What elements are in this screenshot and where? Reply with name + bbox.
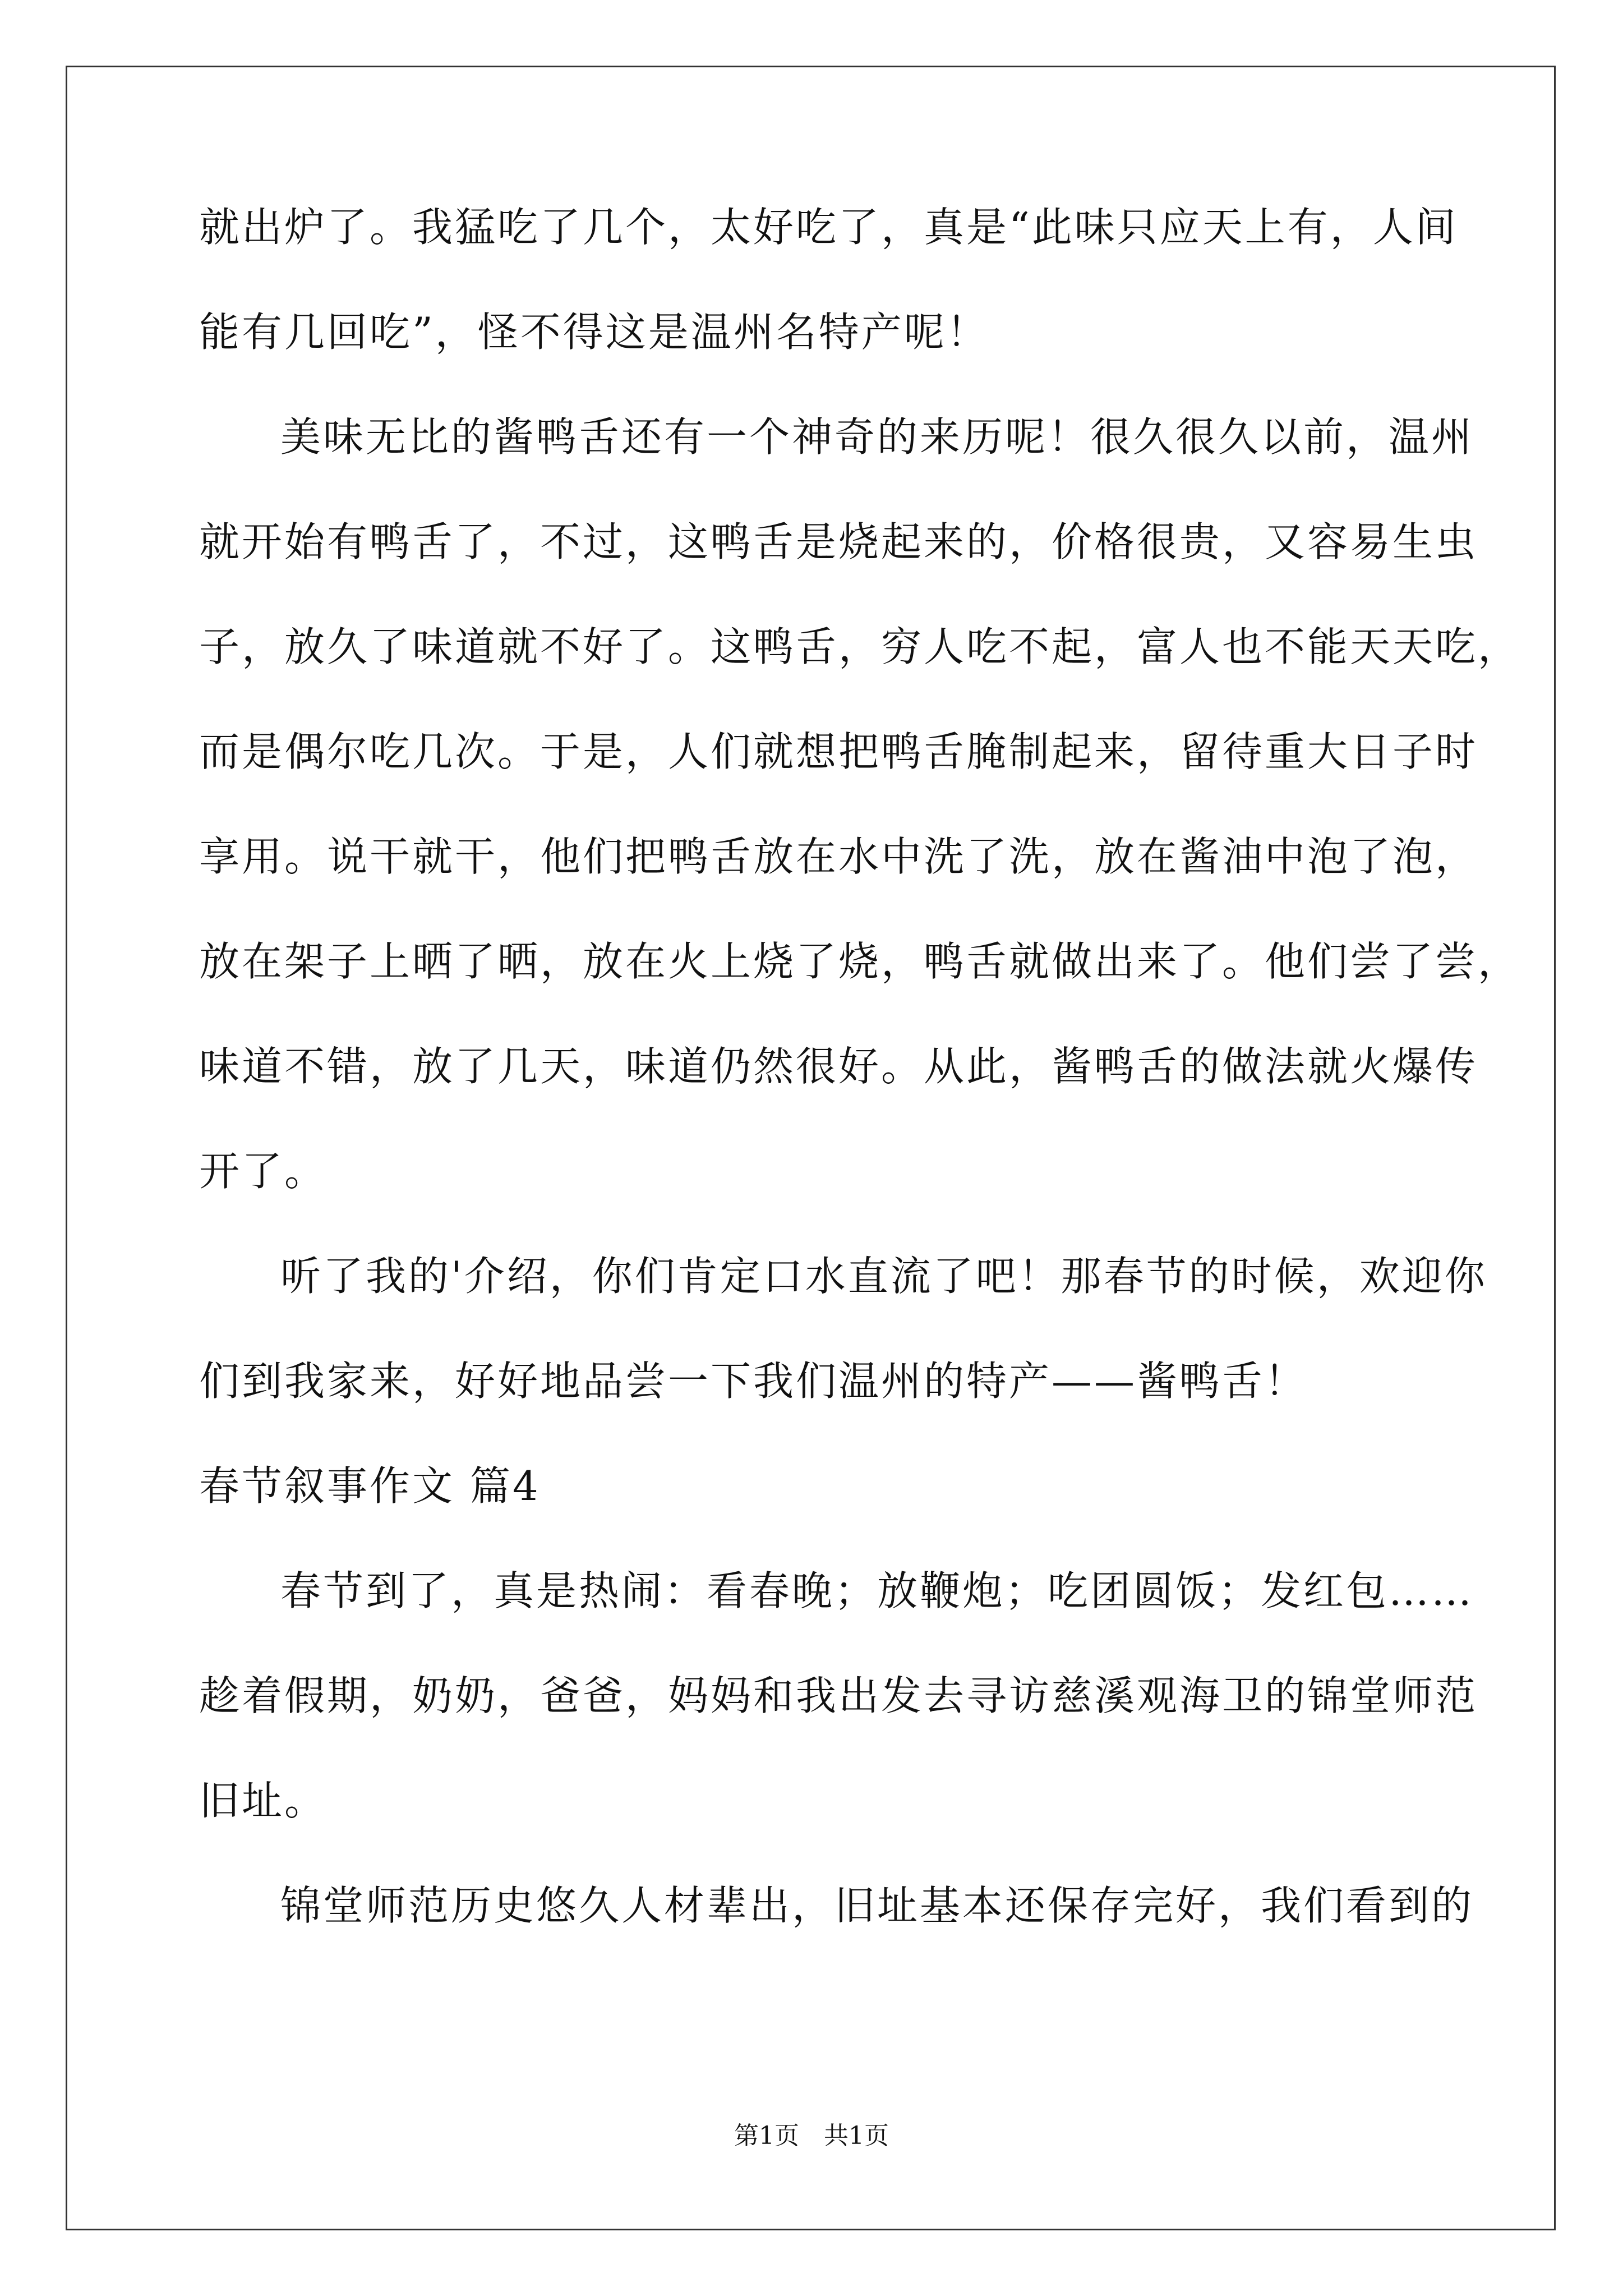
- text-line: 锦堂师范历史悠久人材辈出，旧址基本还保存完好，我们看到的: [280, 1882, 1474, 1929]
- text-line: 开了。: [199, 1148, 328, 1195]
- text-line: 而是偶尔吃几次。于是，人们就想把鸭舌腌制起来，留待重大日子时: [199, 728, 1478, 775]
- text-line: 放在架子上晒了晒，放在火上烧了烧，鸭舌就做出来了。他们尝了尝，: [199, 938, 1521, 985]
- text-line: 春节到了，真是热闹：看春晚；放鞭炮；吃团圆饭；发红包……: [280, 1567, 1474, 1614]
- text-line: 能有几回吃”，怪不得这是温州名特产呢！: [199, 309, 989, 356]
- text-line: 味道不错，放了几天，味道仍然很好。从此，酱鸭舌的做法就火爆传: [199, 1043, 1478, 1090]
- text-line: 享用。说干就干，他们把鸭舌放在水中洗了洗，放在酱油中泡了泡，: [199, 833, 1478, 880]
- text-line: 子，放久了味道就不好了。这鸭舌，穷人吃不起，富人也不能天天吃，: [199, 623, 1521, 670]
- text-line: 趁着假期，奶奶，爸爸，妈妈和我出发去寻访慈溪观海卫的锦堂师范: [199, 1672, 1478, 1719]
- text-line: 听了我的'介绍，你们肯定口水直流了吧！那春节的时候，欢迎你: [280, 1253, 1487, 1300]
- text-line: 们到我家来，好好地品尝一下我们温州的特产——酱鸭舌！: [199, 1358, 1308, 1405]
- text-line: 旧址。: [199, 1777, 328, 1824]
- text-line: 美味无比的酱鸭舌还有一个神奇的来历呢！很久很久以前，温州: [280, 413, 1474, 461]
- text-line: 就开始有鸭舌了，不过，这鸭舌是烧起来的，价格很贵，又容易生虫: [199, 518, 1478, 565]
- section-heading: 春节叙事作文 篇4: [199, 1462, 541, 1510]
- page-number-label: 第1页 共1页: [734, 2122, 889, 2150]
- page-footer: [0, 2120, 1623, 2152]
- document-body: [199, 202, 1521, 1985]
- text-line: 就出炉了。我猛吃了几个，太好吃了，真是“此味只应天上有，人间: [199, 204, 1458, 251]
